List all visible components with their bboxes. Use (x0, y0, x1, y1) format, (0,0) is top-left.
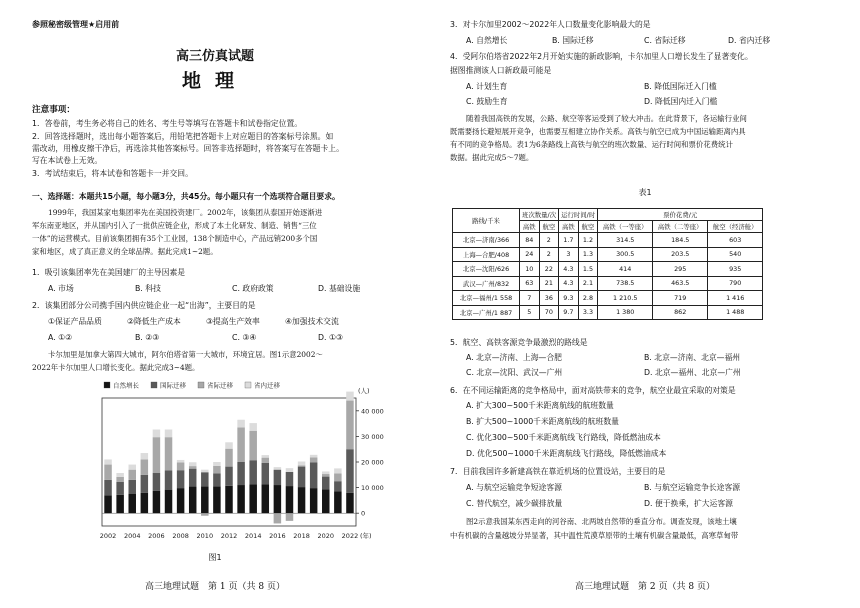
legend-swatch (198, 382, 204, 388)
bar-segment (237, 462, 244, 485)
q4-option-d: D. 降低国内迁入门槛 (644, 97, 718, 106)
notes-heading: 注意事项： (32, 105, 75, 115)
x-tick-label: 2006 (148, 532, 165, 540)
table-cell: 603 (708, 233, 763, 248)
q5-option-b: B. 北京—济南、北京—福州 (644, 353, 741, 362)
table-subheader: 高铁 (559, 221, 579, 233)
table-cell: 1 488 (708, 305, 763, 320)
legend-swatch (104, 382, 110, 388)
table-row (453, 305, 763, 320)
bar-segment (104, 459, 111, 464)
secret-label: 参照秘密级管理★启用前 (32, 20, 120, 29)
note-line: 3．考试结束后，将本试卷和答题卡一并交回。 (32, 169, 193, 178)
table-header-fare: 票价花费/元 (598, 209, 763, 221)
bar-segment (177, 463, 184, 471)
bar-segment (128, 470, 135, 480)
table-cell: 719 (653, 291, 708, 306)
legend-swatch (151, 382, 157, 388)
bar-segment (213, 486, 220, 513)
bar-segment (237, 485, 244, 513)
table-cell: 10 (520, 262, 540, 277)
passage-line: 随着我国高铁的发展，公路、航空等客运受到了较大冲击。在此背景下，各运输行业间 (466, 114, 747, 123)
bar-segment (274, 513, 281, 523)
bar-segment (286, 468, 293, 472)
bar-segment (128, 480, 135, 494)
bar-segment (286, 472, 293, 486)
table-subheader: 高铁（二等座） (653, 221, 708, 233)
bar-segment (225, 442, 232, 448)
exam-title: 高三仿真试题 (175, 49, 254, 64)
bar-segment (213, 462, 220, 466)
table-header-time: 运行时间/时 (559, 209, 598, 221)
bar-segment (274, 470, 281, 485)
table-subheader: 航空 (578, 221, 598, 233)
x-tick-label: 2022 (341, 532, 359, 540)
note-line: 2．回答选择题时，选出每小题答案后，用铅笔把答题卡上对应题目的答案标号涂黑。如 (32, 132, 334, 141)
table-cell: 北京—济南/366 (453, 233, 520, 248)
figure-caption: 图1 (208, 553, 222, 562)
question-4-cont: 据图推测该人口新政最可能是 (450, 66, 552, 75)
x-tick-label: 2010 (196, 532, 214, 540)
table-cell: 300.5 (598, 247, 653, 262)
q1-option-d: D. 基础设施 (318, 284, 361, 293)
table-cell: 70 (539, 305, 559, 320)
q2-item: ①保证产品品质 (48, 317, 102, 326)
table-row (453, 291, 763, 306)
bar-segment (237, 420, 244, 428)
table-cell: 2.1 (578, 276, 598, 291)
bar-segment (141, 459, 148, 474)
bar-segment (177, 470, 184, 488)
q6-option-c: C. 优化300~500千米距离航线飞行路线，降低燃油成本 (466, 433, 661, 442)
question-5: 5．航空、高铁客源竞争最激烈的路线是 (450, 338, 588, 347)
bar-segment (298, 465, 305, 466)
q1-option-a: A. 市场 (48, 284, 74, 293)
note-line: 1．答卷前，考生务必将自己的姓名、考生号等填写在答题卡和试卷指定位置。 (32, 119, 303, 128)
bar-segment (346, 392, 353, 401)
x-axis-label: (年) (360, 532, 372, 540)
bar-segment (262, 458, 269, 463)
subject-title: 地理 (181, 70, 248, 92)
x-tick-label: 2016 (269, 532, 286, 540)
bar-segment (334, 491, 341, 513)
q7-option-b: B. 与航空运输竞争长途客源 (644, 483, 741, 492)
table-header-count: 班次数量/次 (520, 209, 559, 221)
bar-segment (165, 490, 172, 514)
bar-segment (274, 467, 281, 470)
table-cell: 184.5 (653, 233, 708, 248)
bar-segment (286, 486, 293, 513)
table-cell: 5 (520, 305, 540, 320)
bar-segment (286, 513, 293, 521)
table-cell: 36 (539, 291, 559, 306)
q6-option-b: B. 扩大500~1000千米距离航线的航班数量 (466, 417, 619, 426)
bar-segment (225, 449, 232, 467)
x-tick-label: 2018 (293, 532, 310, 540)
bar-segment (141, 453, 148, 459)
q1-option-b: B. 科技 (135, 284, 161, 293)
table-cell: 22 (539, 262, 559, 277)
table-cell: 463.5 (653, 276, 708, 291)
bar-segment (104, 495, 111, 513)
question-1: 1．吸引该集团率先在美国建厂的主导因素是 (32, 268, 186, 277)
table-cell: 9.3 (559, 291, 579, 306)
bar-segment (346, 449, 353, 493)
table-header-route: 路线/千米 (453, 209, 520, 233)
table-cell: 北京—广州/1 887 (453, 305, 520, 320)
q6-option-a: A. 扩大300~500千米距离航线的航班数量 (466, 401, 614, 410)
q2-option-d: D. ①③ (318, 333, 343, 342)
table-subheader: 高铁 (520, 221, 540, 233)
bar-segment (128, 465, 135, 470)
bar-segment (249, 485, 256, 514)
q3-option-a: A. 自然增长 (466, 36, 508, 45)
x-tick-label: 2012 (220, 532, 238, 540)
bar-segment (274, 485, 281, 513)
bar-segment (189, 487, 196, 514)
table-cell: 414 (598, 262, 653, 277)
bar-segment (177, 488, 184, 513)
bar-segment (322, 471, 329, 474)
bar-segment (128, 494, 135, 513)
table-cell: 203.5 (653, 247, 708, 262)
page-footer: 高三地理试题 第 2 页（共 8 页） (575, 582, 715, 592)
table-cell: 1.3 (578, 247, 598, 262)
section-heading: 一、选择题：本题共15小题，每小题3分，共45分。每小题只有一个选项符合题目要求。 (32, 192, 340, 201)
table-subheader: 航空 (539, 221, 559, 233)
bar-segment (298, 487, 305, 513)
legend-label: 自然增长 (113, 381, 139, 390)
bar-segment (310, 455, 317, 458)
q1-option-c: C. 政府政策 (232, 284, 274, 293)
table-row (453, 247, 763, 262)
bar-segment (262, 485, 269, 514)
table-caption: 表1 (638, 188, 652, 197)
bar-segment (153, 429, 160, 437)
data-table (452, 208, 763, 320)
passage-line: 2022年卡尔加里人口增长变化。据此完成3~4题。 (32, 363, 200, 372)
bar-segment (334, 481, 341, 491)
q3-option-b: B. 国际迁移 (552, 36, 594, 45)
table-cell: 24 (520, 247, 540, 262)
passage-line: 数据。据此完成5～7题。 (450, 153, 534, 162)
table-cell: 1 380 (598, 305, 653, 320)
table-cell: 2.8 (578, 291, 598, 306)
bar-segment (213, 466, 220, 474)
x-tick-label: 2014 (244, 532, 262, 540)
bar-segment (262, 455, 269, 458)
bar-segment (177, 460, 184, 463)
bar-segment (322, 474, 329, 477)
table-cell: 1.5 (578, 262, 598, 277)
passage-line: 一体”的运营模式。目前该集团拥有35个工业园，138个制造中心，产品远销200多个国 (32, 234, 318, 243)
table-cell: 314.5 (598, 233, 653, 248)
bar-segment (201, 470, 208, 473)
passage-line: 有不同的竞争格局。表1为6条路线上高铁与航空的班次数量、运行时间和票价花费统计 (450, 140, 733, 149)
table-cell: 4.3 (559, 262, 579, 277)
bar-segment (141, 475, 148, 493)
page-footer: 高三地理试题 第 1 页（共 8 页） (145, 582, 285, 592)
table-cell: 2 (539, 247, 559, 262)
note-line: 写在本试卷上无效。 (32, 156, 103, 165)
table-row (453, 276, 763, 291)
bar-segment (262, 463, 269, 485)
q7-option-a: A. 与航空运输竞争短途客源 (466, 483, 562, 492)
bar-segment (165, 470, 172, 489)
q2-item: ③提高生产效率 (206, 317, 260, 326)
table-cell: 9.7 (559, 305, 579, 320)
legend-swatch (245, 382, 251, 388)
bar-segment (310, 488, 317, 513)
bar-segment (249, 431, 256, 460)
bar-segment (189, 466, 196, 469)
table-cell: 63 (520, 276, 540, 291)
table-cell: 21 (539, 276, 559, 291)
table-cell: 2 (539, 233, 559, 248)
table-cell: 295 (653, 262, 708, 277)
question-3: 3．对卡尔加里2002～2022年人口数量变化影响最大的是 (450, 20, 651, 29)
passage-line: 军东南亚地区，并从国内引入了一批供应链企业，形成了本土化研发、制造、销售“三位 (32, 221, 317, 230)
bar-segment (141, 493, 148, 513)
bar-segment (104, 465, 111, 480)
bar-segment (334, 474, 341, 482)
table-cell: 1.2 (578, 233, 598, 248)
x-tick-label: 2002 (99, 532, 117, 540)
bar-segment (334, 468, 341, 473)
x-tick-label: 2008 (172, 532, 189, 540)
bar-segment (346, 493, 353, 513)
table-cell: 738.5 (598, 276, 653, 291)
q3-option-c: C. 省际迁移 (644, 36, 686, 45)
q2-item: ④加强技术交流 (285, 317, 339, 326)
bar-segment (116, 473, 123, 477)
x-tick-label: 2004 (123, 532, 141, 540)
y-tick-label: 0 (361, 509, 366, 518)
bar-segment (201, 486, 208, 513)
y-tick-label: 40 000 (361, 407, 384, 416)
table-cell: 862 (653, 305, 708, 320)
bar-segment (201, 513, 208, 516)
table-cell: 790 (708, 276, 763, 291)
bar-segment (225, 467, 232, 486)
passage-line: 图2示意我国某东西走向的河谷南、北两坡自然带的垂直分布。调查发现，该地土壤 (466, 517, 737, 526)
bar-segment (310, 457, 317, 462)
table-cell: 540 (708, 247, 763, 262)
bar-segment (322, 489, 329, 513)
legend-label: 省际迁移 (207, 381, 233, 390)
q5-option-d: D. 北京—福州、北京—广州 (644, 368, 741, 377)
y-tick-label: 20 000 (361, 458, 384, 467)
q7-option-c: C. 替代航空，减少碳排放量 (466, 499, 563, 508)
bar-segment (298, 461, 305, 465)
table-cell: 上海—合肥/408 (453, 247, 520, 262)
table-cell: 935 (708, 262, 763, 277)
table-cell: 3.3 (578, 305, 598, 320)
question-6: 6．在不同运输距离的竞争格局中，面对高铁带来的竞争，航空业最宜采取的对策是 (450, 386, 736, 395)
bar-segment (116, 495, 123, 513)
bar-segment (153, 473, 160, 491)
q3-option-d: D. 省内迁移 (728, 36, 771, 45)
bar-segment (165, 429, 172, 437)
table-row (453, 233, 763, 248)
table-cell: 武汉—广州/832 (453, 276, 520, 291)
q7-option-d: D. 便于换乘，扩大运客源 (644, 499, 733, 508)
bar-segment (116, 477, 123, 482)
table-cell: 7 (520, 291, 540, 306)
bar-segment (165, 437, 172, 470)
passage-line: 1999年，我国某家电集团率先在美国投资建厂。2002年，该集团从泰国开始逐渐进 (48, 208, 323, 217)
table-cell: 4.3 (559, 276, 579, 291)
bar-segment (116, 482, 123, 495)
y-axis-label: (人) (358, 387, 370, 395)
bar-segment (225, 486, 232, 513)
passage-line: 家和地区，成了真正意义的全球品牌。据此完成1~2题。 (32, 247, 218, 256)
q5-option-a: A. 北京—济南、上海—合肥 (466, 353, 562, 362)
table-cell: 北京—沈阳/626 (453, 262, 520, 277)
y-tick-label: 10 000 (361, 484, 384, 493)
legend-label: 省内迁移 (254, 381, 280, 390)
q2-item: ②降低生产成本 (127, 317, 181, 326)
q4-option-c: C. 鼓励生育 (466, 97, 508, 106)
population-chart (88, 378, 398, 552)
bar-segment (153, 491, 160, 513)
note-line: 需改动，用橡皮擦干净后，再选涂其他答案标号。回答非选择题时，将答案写在答题卡上。 (32, 144, 344, 153)
table-subheader: 高铁（一等座） (598, 221, 653, 233)
bar-segment (153, 437, 160, 473)
table-cell: 1.7 (559, 233, 579, 248)
legend-label: 国际迁移 (160, 381, 186, 390)
passage-line: 卡尔加里是加拿大第四大城市，阿尔伯塔省第一大城市，环境宜居。图1示意2002～ (48, 350, 323, 359)
question-7: 7．目前我国许多新建高铁在靠近机场的位置设站，主要目的是 (450, 467, 666, 476)
bar-segment (310, 463, 317, 489)
bar-segment (201, 472, 208, 486)
bar-segment (298, 467, 305, 487)
table-cell: 1 416 (708, 291, 763, 306)
x-tick-label: 2020 (317, 532, 335, 540)
passage-line: 中有机碳的含量越坡分异显著，其中温性荒漠草原带的土壤有机碳含量最低，高寒草甸带 (450, 531, 739, 540)
table-cell: 3 (559, 247, 579, 262)
q2-option-c: C. ③④ (232, 333, 257, 342)
table-cell: 84 (520, 233, 540, 248)
bar-segment (346, 401, 353, 450)
question-4: 4．受阿尔伯塔省2022年2月开始实施的新政影响，卡尔加里人口增长发生了显著变化。 (450, 52, 753, 61)
q4-option-b: B. 降低国际迁入门槛 (644, 82, 717, 91)
q2-option-a: A. ①② (48, 333, 73, 342)
table-cell: 1 210.5 (598, 291, 653, 306)
bar-segment (249, 460, 256, 484)
bar-segment (249, 423, 256, 431)
table-subheader: 航空（经济舱） (708, 221, 763, 233)
y-tick-label: 30 000 (361, 432, 384, 441)
table-cell: 北京—福州/1 558 (453, 291, 520, 306)
question-2: 2．该集团部分公司携手国内供应链企业一起“出海”，主要目的是 (32, 301, 256, 310)
q4-option-a: A. 计划生育 (466, 82, 508, 91)
bar-segment (237, 427, 244, 462)
bar-segment (213, 474, 220, 487)
q5-option-c: C. 北京—沈阳、武汉—广州 (466, 368, 563, 377)
passage-line: 既需要扬长避短展开竞争，也需要互相建立协作关系。高铁与航空已成为中国运输距离内具 (450, 127, 746, 136)
bar-segment (189, 462, 196, 466)
q2-option-b: B. ②③ (135, 333, 160, 342)
bar-segment (322, 477, 329, 490)
bar-segment (104, 480, 111, 495)
table-row (453, 262, 763, 277)
bar-segment (189, 469, 196, 487)
q6-option-d: D. 优化500~1000千米距离航线飞行路线，降低燃油成本 (466, 449, 667, 458)
